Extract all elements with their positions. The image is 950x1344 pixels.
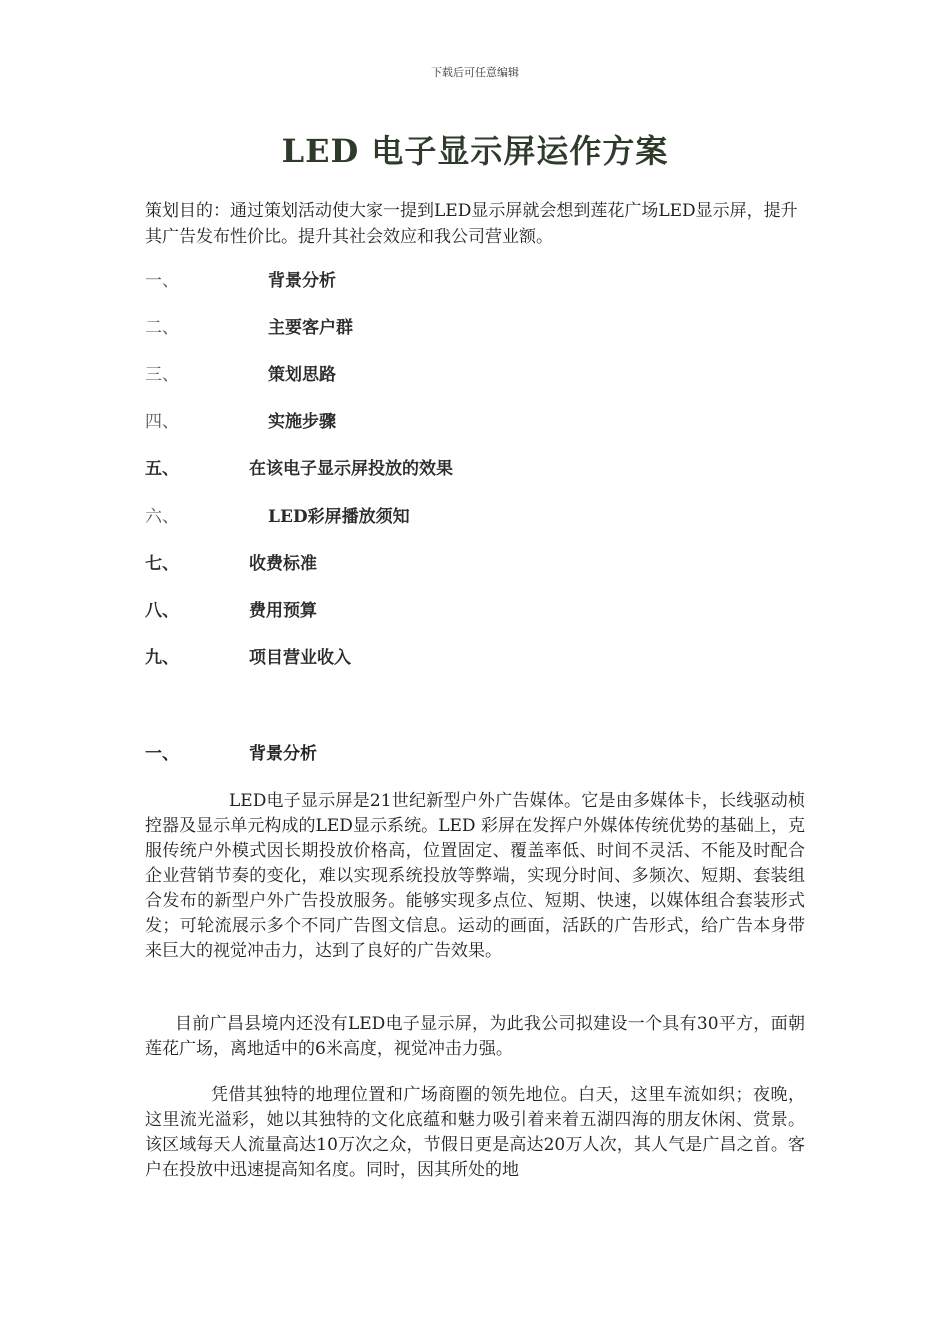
- toc-number: 一、: [145, 271, 179, 291]
- purpose-paragraph: 策划目的：通过策划活动使大家一提到LED显示屏就会想到莲花广场LED显示屏，提升其广告发布性价比。提升其社会效应和我公司营业额。: [145, 201, 798, 247]
- page-header-note: 下载后可任意编辑: [431, 66, 519, 79]
- body-paragraph-1: LED电子显示屏是21世纪新型户外广告媒体。它是由多媒体卡，长线驱动桢控器及显示单元构成的LED显示系统。LED 彩屏在发挥户外媒体传统优势的基础上，克服传统户外模式因长期投放价格高，位置固定、覆盖率低、时间不灵活、不能及时配合企业营销节奏的变化，难以实现系统投放等弊端，实现分时间、多频次、短期、套装组合发布的新型户外广告投放服务。能够实现多点位、短期、快速，以媒体组合套装形式发；可轮流展示多个不同广告图文信息。运动的画面，活跃的广告形式，给广告本身带来巨大的视觉冲击力，达到了良好的广告效果。: [145, 791, 805, 961]
- body-paragraph-2: 目前广昌县境内还没有LED电子显示屏，为此我公司拟建设一个具有30平方，面朝莲花广场，离地适中的6米高度，视觉冲击力强。: [145, 1014, 805, 1059]
- toc-number: 八、: [145, 601, 179, 621]
- toc-label: 策划思路: [268, 365, 336, 385]
- toc-item-1: [145, 269, 785, 293]
- toc-number: 三、: [145, 365, 179, 385]
- toc-item-9: [145, 646, 785, 670]
- toc-number: 七、: [145, 554, 179, 574]
- toc-item-2: [145, 316, 785, 340]
- section-title: 背景分析: [249, 744, 317, 764]
- toc-item-3: [145, 363, 785, 387]
- toc-number: 六、: [145, 507, 179, 527]
- toc-number: 二、: [145, 318, 179, 338]
- toc-number: 九、: [145, 648, 179, 668]
- toc-label: 主要客户群: [268, 318, 353, 338]
- toc-label: 背景分析: [268, 271, 336, 291]
- toc-label: 项目营业收入: [249, 648, 351, 668]
- section-number: 一、: [145, 744, 179, 764]
- body-paragraph-3: 凭借其独特的地理位置和广场商圈的领先地位。白天，这里车流如织；夜晚，这里流光溢彩，她以其独特的文化底蕴和魅力吸引着来着五湖四海的朋友休闲、赏景。该区域每天人流量高达10万次之众，节假日更是高达20万人次，其人气是广昌之首。客户在投放中迅速提高知名度。同时，因其所处的地: [145, 1085, 805, 1180]
- toc-item-5: [145, 457, 785, 481]
- toc-item-6: [145, 505, 785, 529]
- toc-number: 四、: [145, 412, 179, 432]
- toc-label: 实施步骤: [268, 412, 336, 432]
- toc-item-8: [145, 599, 785, 623]
- toc-label: 在该电子显示屏投放的效果: [249, 459, 453, 479]
- toc-item-7: [145, 552, 785, 576]
- toc-item-4: [145, 410, 785, 434]
- document-title: LED 电子显示屏运作方案: [281, 132, 669, 170]
- toc-label: LED彩屏播放须知: [268, 507, 410, 527]
- toc-number: 五、: [145, 459, 179, 479]
- toc-label: 收费标准: [249, 554, 317, 574]
- toc-label: 费用预算: [249, 601, 317, 621]
